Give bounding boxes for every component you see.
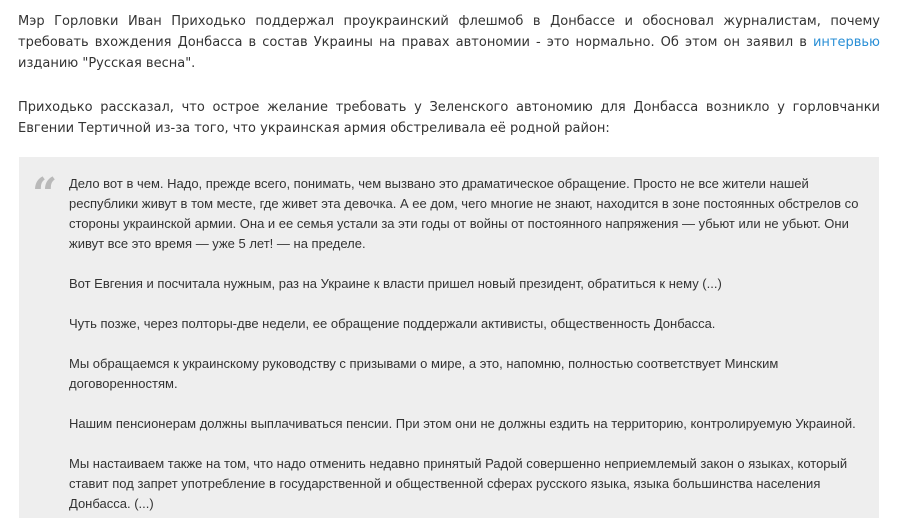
- intro-text-start: Мэр Горловки Иван Приходько поддержал проукраинский флешмоб в Донбассе и обосновал журналистам, почему требовать вхождения Донбасса в состав Украины на правах автономии - это нормально. Об этом он заявил в: [18, 14, 880, 50]
- quote-paragraph: Мы обращаемся к украинскому руководству с призывами о мире, а это, напомню, полностью соответствует Минским договоренностям.: [69, 356, 779, 391]
- quote-icon: “: [32, 169, 58, 220]
- quote-paragraph: Нашим пенсионерам должны выплачиваться пенсии. При этом они не должны ездить на территорию, контролируемую Украиной.: [69, 416, 856, 431]
- intro-text-end: изданию "Русская весна".: [18, 56, 196, 71]
- quote-paragraph: Мы настаиваем также на том, что надо отменить недавно принятый Радой совершенно неприемлемый закон о языках, который ставит под запрет употребление в государственной и общественной сферах русского языка, языка большинства населения Донбасса. (...): [69, 456, 848, 511]
- quote-paragraph: Чуть позже, через полторы-две недели, ее обращение поддержали активисты, общественность Донбасса.: [69, 316, 716, 331]
- article-paragraph-intro: [18, 11, 880, 74]
- quote-paragraph: Вот Евгения и посчитала нужным, раз на Украине к власти пришел новый президент, обратиться к нему (...): [69, 276, 722, 291]
- quote-paragraph: Дело вот в чем. Надо, прежде всего, понимать, чем вызвано это драматическое обращение. Просто не все жители нашей республики живут в том месте, где живет эта девочка. А ее дом, чего многие не знают, находится в зоне постоянных обстрелов со стороны украинской армии. Она и ее семья устали за эти годы от войны от постоянного напряжения — убьют или не убьют. Они живут все это время — уже 5 лет! — на пределе.: [69, 176, 859, 251]
- blockquote: [19, 157, 879, 518]
- quote-body: [69, 174, 865, 518]
- interview-link[interactable]: интервью: [812, 35, 880, 50]
- article-paragraph-context: Приходько рассказал, что острое желание требовать у Зеленского автономию для Донбасса возникло у горловчанки Евгении Тертичной из-за того, что украинская армия обстреливала её родной район:: [18, 100, 880, 136]
